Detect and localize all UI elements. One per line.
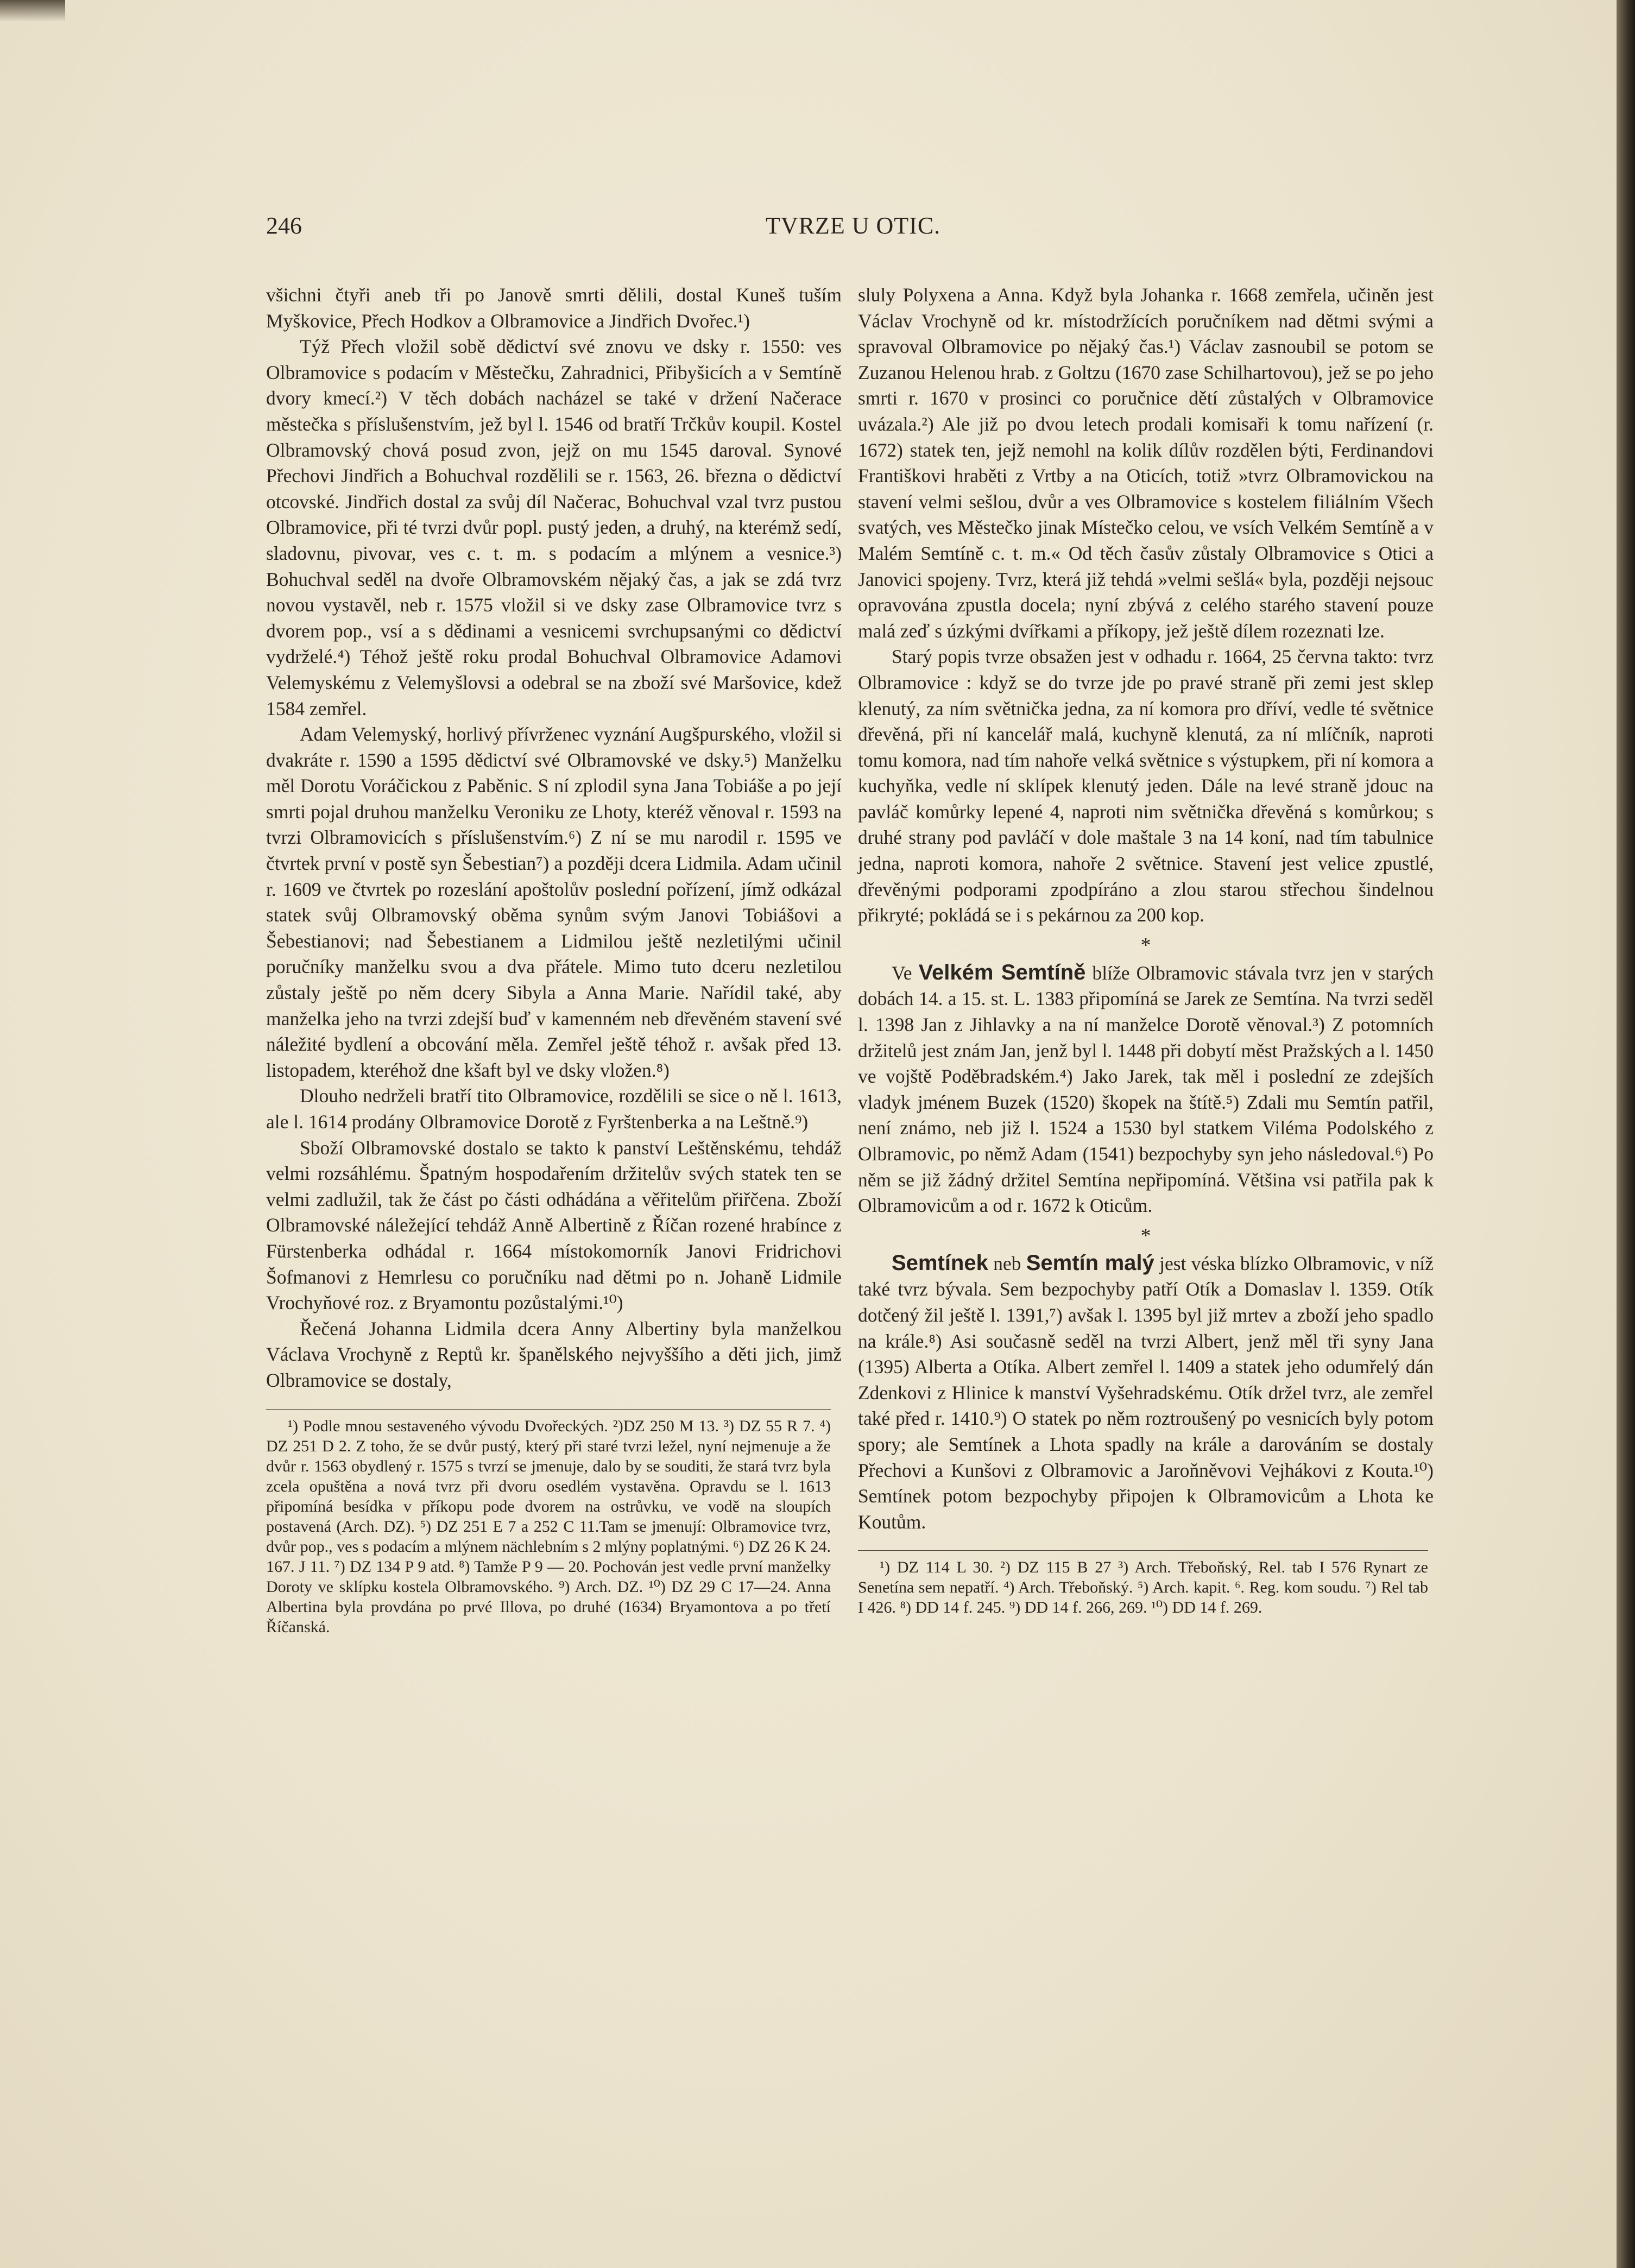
lead-word: Ve (892, 962, 912, 984)
left-column (266, 282, 842, 1637)
paragraph-text: blíže Olbramovic stávala tvrz jen v starých dobách 14. a 15. st. L. 1383 připomíná se Jarek ze Semtína. Na tvrzi seděl l. 1398 Jan z Jihlavky a na ní manželce Dorotě věnoval.³) Z potomních držitelů jest znám Jan, jenž byl l. 1448 při dobytí měst Pražských a l. 1450 ve vojště Poděbradském.⁴) Jako Jarek, tak měl i poslední ze zdejších vladyk jménem Buzek (1520) škopek na štítě.⁵) Zdali mu Semtín patřil, není známo, neb již l. 1524 a 1530 byl statkem Viléma Podolského z Olbramovic, po němž Adam (1541) bezpochyby syn jeho následoval.⁶) Po něm se již žádný držitel Semtína nepřipomíná. Většina vsi patřila pak k Olbramovicům a od r. 1672 k Oticům. (858, 962, 1434, 1217)
footnote: ¹) Podle mnou sestaveného vývodu Dvořeckých. ²)DZ 250 M 13. ³) DZ 55 R 7. ⁴) DZ 251 D 2. Z toho, že se dvůr pustý, který při staré tvrzi ležel, nyní nejmenuje a že dvůr r. 1563 obydlený r. 1575 s tvrzí se jmenuje, dalo by se souditi, že stará tvrz byla zcela opuštěna a nová tvrz při dvoru osedlém vystavěna. Opravdu se l. 1613 připomíná besídka v příkopu pode dvorem na ostrůvku, ve vodě na sloupích postavená (Arch. DZ). ⁵) DZ 251 E 7 a 252 C 11.Tam se jmenují: Olbramovice tvrz, dvůr pop., ves s podacím a mlýnem nächlebním s 2 mlýny poplatnými. ⁶) DZ 26 K 24. 167. J 11. ⁷) DZ 134 P 9 atd. ⁸) Tamže P 9 — 20. Pochován jest vedle první manželky Doroty ve sklípku kostela Olbramovského. ⁹) Arch. DZ. ¹⁰) DZ 29 C 17—24. Anna Albertina byla provdána po prvé Illova, po druhé (1634) Bryamontova a po třetí Říčanská. (266, 1417, 831, 1636)
section-separator: * (1140, 1224, 1151, 1247)
paragraph: Adam Velemyský, horlivý přívrženec vyznání Augšpurského, vložil si dvakráte r. 1590 a 1595 dědictví své Olbramovské ve dsky.⁵) Manželku měl Dorotu Voráčickou z Paběnic. S ní zplodil syna Jana Tobiáše a po její smrti pojal druhou manželku Veroniku ze Lhoty, kteréž věnoval r. 1593 na tvrzi Olbramovicích s příslušenstvím.⁶) Z ní se mu narodil r. 1595 ve čtvrtek první v postě syn Šebestian⁷) a později dcera Lidmila. Adam učinil r. 1609 ve čtvrtek po rozeslání apoštolův poslední pořízení, jímž odkázal statek svůj Olbramovský oběma synům svým Janovi Tobiášovi a Šebestianovi; nad Šebestianem a Lidmilou ještě nezletilými učinil poručníky manželku svou a dva přátele. Mimo tuto dceru nezletilou zůstaly ještě po něm dcery Sibyla a Anna Marie. Nařídil také, aby manželka jeho na tvrzi zdejší buď v kamenném neb dřevěném stavení své náležité bydlení a obcování měla. Zemřel ještě téhož r. avšak před 13. listopadem, kteréhož dne kšaft byl ve dsky vložen.⁸) (266, 723, 842, 1081)
page-number: 246 (266, 212, 302, 239)
section-separator: * (1140, 933, 1151, 957)
right-column (858, 282, 1434, 1618)
scan-shadow-top-left (0, 0, 65, 22)
footnote: ¹) DZ 114 L 30. ²) DZ 115 B 27 ³) Arch. Třeboňský, Rel. tab I 576 Rynart ze Senetína sem nepatří. ⁴) Arch. Třeboňský. ⁵) Arch. kapit. ⁶. Reg. kom soudu. ⁷) Rel tab I 426. ⁸) DD 14 f. 245. ⁹) DD 14 f. 266, 269. ¹⁰) DD 14 f. 269. (858, 1558, 1428, 1617)
connector-word: neb (993, 1252, 1021, 1274)
footnotes-right (858, 1550, 1428, 1618)
page-header (266, 212, 945, 250)
paragraph: sluly Polyxena a Anna. Když byla Johanka r. 1668 zemřela, učiněn jest Václav Vrochyně od kr. místodržících poručníkem nad dětmi svými a spravoval Olbramovice po nějaký čas.¹) Václav zasnoubil se potom se Zuzanou Helenou hrab. z Goltzu (1670 zase Schilhartovou), jež se po jeho smrti r. 1670 v prosinci co poručnice dětí zůstalých v Olbramovice uvázala.²) Ale již po dvou letech prodali komisaři k tomu nařízení (r. 1672) statek ten, jejž nemohl na kolik dílův rozdělen býti, Ferdinandovi Františkovi hraběti z Vrtby a na Oticích, totiž »tvrz Olbramovickou na stavení velmi sešlou, dvůr a ves Olbramovice s kostelem filiálním Všech svatých, ves Městečko jinak Místečko celou, ve vsích Velkém Semtíně a v Malém Semtíně c. t. m.« Od těch časův zůstaly Olbramovice s Otici a Janovici spojeny. Tvrz, která již tehdá »velmi sešlá« byla, později nejsouc opravována zpustla docela; nyní zbývá z celého starého stavení pouze malá zeď s úzkými dvířkami a příkopy, jež ještě dílem rozeznati lze. (858, 284, 1434, 642)
paragraph: Týž Přech vložil sobě dědictví své znovu ve dsky r. 1550: ves Olbramovice s podacím v Městečku, Zahradnici, Přibyšicích a v Semtíně dvory kmecí.²) V těch dobách nacházel se také v držení Načerace městečka s příslušenstvím, jež byl l. 1546 od bratří Trčkův koupil. Kostel Olbramovský chová posud zvon, jejž on mu 1545 daroval. Synové Přechovi Jindřich a Bohuchval rozdělili se r. 1563, 26. března o dědictví otcovské. Jindřich dostal za svůj díl Načerac, Bohuchval vzal tvrz pustou Olbramovice, při té tvrzi dvůr popl. pustý jeden, a druhý, na kterémž sedí, sladovnu, pivovar, ves c. t. m. s podacím a mlýnem a vesnice.³) Bohuchval seděl na dvoře Olbramovském nějaký čas, a jak se zdá tvrz novou vystavěl, neb r. 1575 vložil si ve dsky zase Olbramovice tvrz s dvorem pop., vsí a s dědinami a vesnicemi svrchupsanými co dědictví vydrželé.⁴) Téhož ještě roku prodal Bohuchval Olbramovice Adamovi Velemyskému z Velemyšlovsi a odebral se na zboží své Maršovice, kdež 1584 zemřel. (266, 336, 842, 719)
paragraph: Dlouho nedrželi bratří tito Olbramovice, rozdělili se sice o ně l. 1613, ale l. 1614 prodány Olbramovice Dorotě z Fyrštenberka a na Leštně.⁹) (266, 1085, 842, 1133)
section-heading: Velkém Semtíně (918, 960, 1086, 984)
scan-edge-right (1617, 0, 1635, 2268)
section-heading: Semtín malý (1026, 1250, 1154, 1275)
paragraph: všichni čtyři aneb tři po Janově smrti dělili, dostal Kuneš tuším Myškovice, Přech Hodkov a Olbramovice a Jindřich Dvořec.¹) (266, 284, 842, 332)
paragraph: Řečená Johanna Lidmila dcera Anny Albertiny byla manželkou Václava Vrochyně z Reptů kr. španělského nejvyššího a děti jich, jimž Olbramovice se dostaly, (266, 1317, 842, 1391)
footnotes-left (266, 1409, 831, 1637)
paragraph: Sboží Olbramovské dostalo se takto k panství Leštěnskému, tehdáž velmi rozsáhlému. Špatným hospodařením držitelův svých statek ten se velmi zadlužil, tak že část po části odhádána a věřitelům přiřčena. Zboží Olbramovské náležející tehdáž Anně Albertině z Říčan rozené hrabínce z Fürstenberka odhádal r. 1664 místokomorník Janovi Fridrichovi Šofmanovi z Hemrlesu co poručníku nad dětmi po n. Johaně Lidmile Vrochyňové roz. z Bryamontu pozůstalými.¹⁰) (266, 1136, 842, 1314)
running-title: TVRZE U OTIC. (766, 212, 941, 239)
paragraph-text: jest véska blízko Olbramovic, v níž také tvrz bývala. Sem bezpochyby patří Otík a Domaslav l. 1359. Otík dotčený žil ještě l. 1391,⁷) avšak l. 1395 byl již mrtev a zboží jeho spadlo na krále.⁸) Asi současně seděl na tvrzi Albert, jenž měl tři syny Jana (1395) Alberta a Otíka. Albert zemřel l. 1409 a statek jeho odumřelý dán Zdenkovi z Hlinice k manství Vyšehradskému. Otík držel tvrz, ale zemřel také před r. 1410.⁹) O statek po něm roztroušený po vesnicích byly potom spory; ale Semtínek a Lhota spadly na krále a darováním se dostaly Přechovi a Kunšovi z Olbramovic a Jaroňněvovi Vejhákovi z Kouta.¹⁰) Semtínek potom bezpochyby připojen k Olbramovicům a Lhota ke Koutům. (858, 1252, 1434, 1533)
paragraph-velky-semtin (858, 960, 1434, 1219)
paragraph: Starý popis tvrze obsažen jest v odhadu r. 1664, 25 června takto: tvrz Olbramovice : když se do tvrze jde po pravé straně při zemi jest sklep klenutý, za ním světnička jedna, za ní komora pro dříví, vedle té světnice dřevěná, při ní kancelář malá, kuchyně klenutá, za ní mlíčník, naproti tomu komora, nad tím nahoře velká světnice s výstupkem, při ní komora a kuchyňka, vedle ní sklípek klenutý jeden. Dále na levé straně jdouc na pavláč komůrky lepené 4, naproti nim světnička dřevěná s komůrkou; s druhé strany pod pavláčí v dole maštale 3 na 14 koní, nad tím tabulnice jedna, naproti komora, nahoře 2 světnice. Stavení jest velice zpustlé, dřevěnými podporami zpodpíráno a zlou starou střechou šindelnou přikryté; pokládá se i s pekárnou za 200 kop. (858, 646, 1434, 926)
section-heading: Semtínek (892, 1250, 988, 1275)
paragraph-semtinek (858, 1250, 1434, 1536)
